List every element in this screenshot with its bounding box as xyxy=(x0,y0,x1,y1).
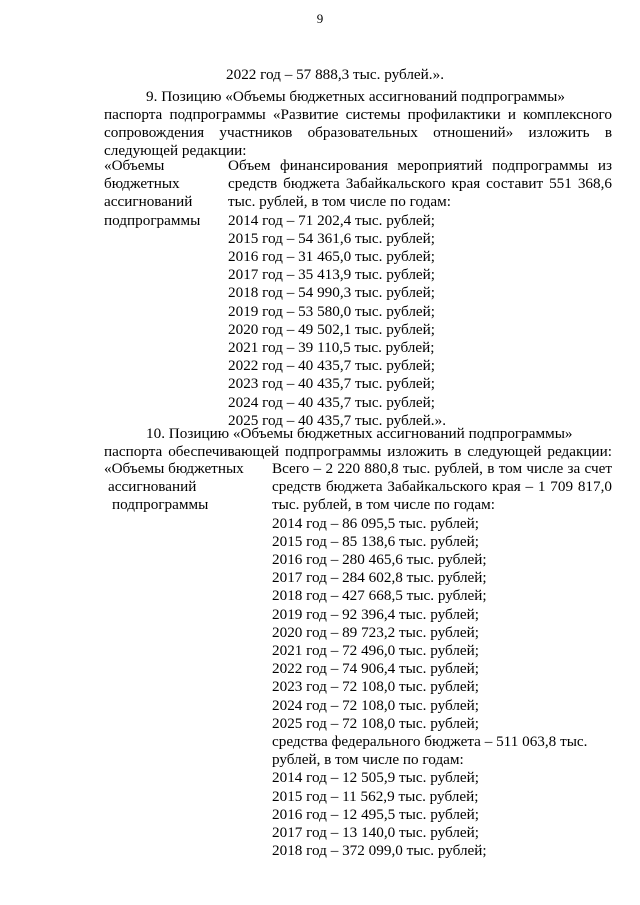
item10-year-line: 2017 год – 284 602,8 тыс. рублей; xyxy=(272,569,487,587)
item9-line-3: сопровождения участников образовательных отношений» изложить в xyxy=(104,124,612,141)
item10-year-line: 2016 год – 12 495,5 тыс. рублей; xyxy=(272,805,480,823)
item9-year-line: 2014 год – 71 202,4 тыс. рублей; xyxy=(228,211,436,229)
item9-label-line: подпрограммы xyxy=(104,211,201,229)
item10-text-line: средства федерального бюджета – 511 063,8 тыс. xyxy=(272,733,588,751)
item10-label xyxy=(104,460,244,515)
item10-year-line: 2019 год – 92 396,4 тыс. рублей; xyxy=(272,605,480,623)
item9-line-1: 9. Позицию «Объемы бюджетных ассигнований подпрограммы» xyxy=(146,88,565,105)
item10-year-line: 2018 год – 372 099,0 тыс. рублей; xyxy=(272,842,487,860)
item9-year-line: 2023 год – 40 435,7 тыс. рублей; xyxy=(228,375,436,393)
item9-year-line: 2025 год – 40 435,7 тыс. рублей.». xyxy=(228,411,446,429)
item9-line-2: паспорта подпрограммы «Развитие системы профилактики и комплексного xyxy=(104,106,612,123)
item10-year-line: 2022 год – 74 906,4 тыс. рублей; xyxy=(272,660,480,678)
page-number: 9 xyxy=(316,11,324,26)
item9-label-line: ассигнований xyxy=(104,193,193,211)
item10-year-line: 2018 год – 427 668,5 тыс. рублей; xyxy=(272,587,487,605)
item10-label-line: ассигнований xyxy=(108,478,197,496)
item10-line-2: паспорта обеспечивающей подпрограммы изложить в следующей редакции: xyxy=(104,443,612,460)
item10-year-line: 2016 год – 280 465,6 тыс. рублей; xyxy=(272,551,487,569)
item10-year-line: 2025 год – 72 108,0 тыс. рублей; xyxy=(272,714,480,732)
item9-year-line: 2016 год – 31 465,0 тыс. рублей; xyxy=(228,248,436,266)
item10-year-line: 2020 год – 89 723,2 тыс. рублей; xyxy=(272,623,480,641)
item9-text xyxy=(228,157,612,430)
item10-text-line: тыс. рублей, в том числе по годам: xyxy=(272,496,495,514)
item10-year-line: 2015 год – 11 562,9 тыс. рублей; xyxy=(272,787,479,805)
item9-year-line: 2020 год – 49 502,1 тыс. рублей; xyxy=(228,320,436,338)
item10-year-line: 2021 год – 72 496,0 тыс. рублей; xyxy=(272,642,480,660)
item9-year-line: 2022 год – 40 435,7 тыс. рублей; xyxy=(228,357,436,375)
item10-year-line: 2024 год – 72 108,0 тыс. рублей; xyxy=(272,696,480,714)
item9-year-line: 2019 год – 53 580,0 тыс. рублей; xyxy=(228,302,436,320)
item9-text-line: Объем финансирования мероприятий подпрограммы из xyxy=(228,157,612,174)
item10-year-line: 2023 год – 72 108,0 тыс. рублей; xyxy=(272,678,480,696)
item10-year-line: 2017 год – 13 140,0 тыс. рублей; xyxy=(272,824,480,842)
item10-text-line: Всего – 2 220 880,8 тыс. рублей, в том числе за счет xyxy=(272,460,612,477)
item10-line-1: 10. Позицию «Объемы бюджетных ассигнований подпрограммы» xyxy=(146,425,573,442)
item10-year-line: 2015 год – 85 138,6 тыс. рублей; xyxy=(272,532,480,550)
item9-label-line: бюджетных xyxy=(104,175,180,193)
item9-label-line: «Объемы xyxy=(104,157,165,174)
item10-year-line: 2014 год – 86 095,5 тыс. рублей; xyxy=(272,514,480,532)
item9-year-line: 2018 год – 54 990,3 тыс. рублей; xyxy=(228,284,436,302)
closing-line: 2022 год – 57 888,3 тыс. рублей.». xyxy=(226,66,444,83)
item10-year-line: 2014 год – 12 505,9 тыс. рублей; xyxy=(272,769,480,787)
item10-label-line: «Объемы бюджетных xyxy=(104,460,244,477)
item10-label-line: подпрограммы xyxy=(112,496,209,514)
item9-text-line: тыс. рублей, в том числе по годам: xyxy=(228,193,451,211)
item9-text-line: средств бюджета Забайкальского края составит 551 368,6 xyxy=(228,175,612,193)
item10-text-line: средств бюджета Забайкальского края – 1 709 817,0 xyxy=(272,478,612,496)
item10-text-line: рублей, в том числе по годам: xyxy=(272,751,464,769)
item9-year-line: 2015 год – 54 361,6 тыс. рублей; xyxy=(228,229,436,247)
item9-year-line: 2017 год – 35 413,9 тыс. рублей; xyxy=(228,266,436,284)
item9-line-4: следующей редакции: xyxy=(104,142,247,159)
item10-text xyxy=(272,460,612,860)
item9-label xyxy=(104,157,200,230)
item9-year-line: 2021 год – 39 110,5 тыс. рублей; xyxy=(228,339,435,357)
item9-year-line: 2024 год – 40 435,7 тыс. рублей; xyxy=(228,393,436,411)
